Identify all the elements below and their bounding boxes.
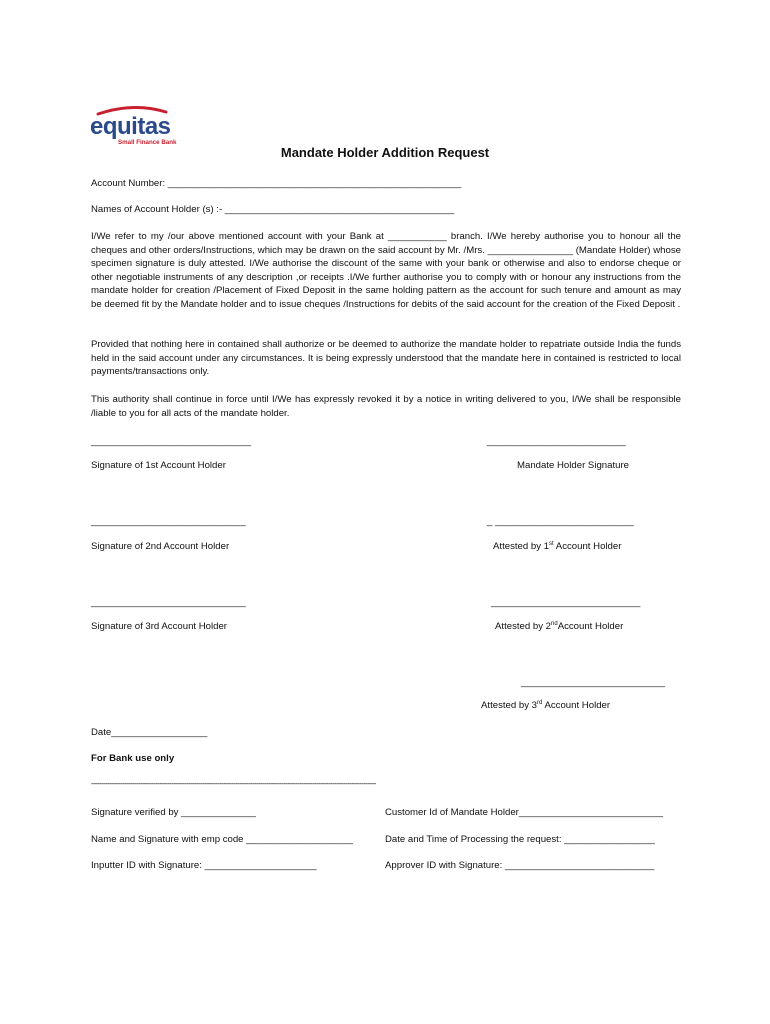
label-attested-by-2nd-holder [495,620,623,634]
attest-2-post: Account Holder [557,621,624,632]
signature-line-1st-holder: ______________________________ [91,436,252,447]
customer-id-field: Customer Id of Mandate Holder___________________________ [385,807,663,818]
attest-2-pre: Attested by 2 [495,621,551,632]
account-number-field: Account Number: _______________________________________________________ [91,178,462,189]
processing-date-time-field: Date and Time of Processing the request: _________________ [385,834,655,845]
signature-line-attest-1st: _ __________________________ [487,516,634,527]
account-holder-names-field: Names of Account Holder (s) :- ___________________________________________ [91,204,455,215]
attest-1-post: Account Holder [553,541,622,552]
approver-id-field: Approver ID with Signature: ____________________________ [385,860,655,871]
repatriation-paragraph: Provided that nothing here in contained shall authorize or be deemed to authorize the mandate holder to repatriate outside India the funds held in the said account under any circumstances. It is being expressly understood that the mandate here in contained is restricted to local payments/transactions only. [91,339,681,378]
signature-line-2nd-holder: _____________________________ [91,516,246,527]
attest-1-pre: Attested by 1 [493,541,549,552]
attest-2-sup: nd [551,620,558,627]
date-field: Date__________________ [91,727,208,738]
attest-3-pre: Attested by 3 [481,700,537,711]
attest-3-sup: rd [537,699,543,706]
svg-text:equitas: equitas [90,113,171,140]
label-mandate-holder-signature: Mandate Holder Signature [517,460,629,471]
equitas-logo-graphic [88,104,184,148]
signature-line-mandate-holder: __________________________ [487,436,626,447]
attest-3-post: Account Holder [542,700,611,711]
inputter-id-field: Inputter ID with Signature: _____________________ [91,860,317,871]
attest-1-sup: st [549,540,554,547]
equitas-logo [88,104,184,148]
bank-use-separator: ------------------------------------------------------------------------------------------------------------------------------------------ [91,779,376,788]
signature-line-attest-2nd: ____________________________ [491,597,641,608]
label-signature-1st-holder: Signature of 1st Account Holder [91,460,226,471]
label-signature-3rd-holder: Signature of 3rd Account Holder [91,621,227,632]
page-title: Mandate Holder Addition Request [280,145,490,160]
authority-paragraph: This authority shall continue in force until I/We has expressly revoked it by a notice in writing delivered to you, I/We shall be responsible /liable to you for all acts of the mandate holder. [91,394,681,419]
signature-verified-field: Signature verified by ______________ [91,807,256,818]
label-attested-by-1st-holder [493,540,621,554]
bank-use-heading: For Bank use only [91,753,175,764]
signature-line-3rd-holder: _____________________________ [91,597,246,608]
name-emp-code-field: Name and Signature with emp code ____________________ [91,834,353,845]
authorisation-paragraph: I/We refer to my /our above mentioned account with your Bank at ___________ branch. I/We hereby authorise you to honour all the cheques and other orders/Instructions, which may be drawn on the said account by Mr. /Mrs. ________________ (Mandate Holder) whose specimen signature is duly attested. I/We authorise the discount of the same with your bank or otherwise and also to endorse cheque or other negotiable instruments of any description ,or receipts .I/We further authorise you to comply with or honour any instructions from the mandate holder for creation /Placement of Fixed Deposit in the same holding pattern as the account for such tenure and amount as may be deemed fit by the Mandate holder and to issue cheques /Instructions for debits of the said account for the creation of the Fixed Deposit . [91,231,681,310]
label-signature-2nd-holder: Signature of 2nd Account Holder [91,541,230,552]
svg-text:Small Finance Bank: Small Finance Bank [118,139,177,146]
label-attested-by-3rd-holder [481,699,610,713]
signature-line-attest-3rd: ___________________________ [521,677,666,688]
